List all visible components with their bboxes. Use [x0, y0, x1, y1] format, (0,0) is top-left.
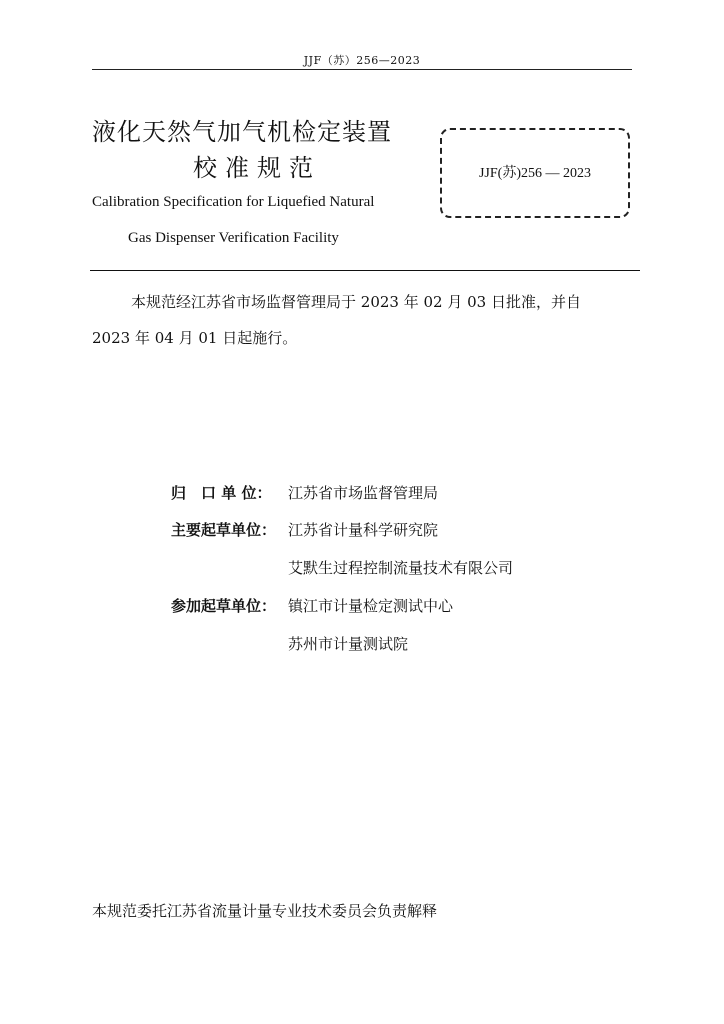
main-drafting-units-label: 主要起草单位：: [171, 521, 277, 539]
document-title-cn: 液化天然气加气机检定装置: [92, 118, 392, 146]
responsible-unit-value: 江苏省市场监督管理局: [288, 484, 439, 502]
interpretation-note: 本规范委托江苏省流量计量专业技术委员会负责解释: [92, 902, 438, 920]
approval-statement-line1: 本规范经江苏省市场监督管理局于 2023 年 02 月 03 日批准，并自: [131, 293, 581, 311]
responsible-unit-label: 归 口 单 位：: [171, 484, 272, 502]
header-standard-code: JJF（苏）256—2023: [303, 54, 421, 67]
approval-statement-line2: 2023 年 04 月 01 日起施行。: [92, 329, 298, 347]
title-divider: [90, 270, 640, 271]
participating-unit: 镇江市计量检定测试中心: [288, 597, 454, 615]
document-title-en-line1: Calibration Specification for Liquefied Natural: [92, 194, 375, 210]
standard-code-text: JJF(苏)256 — 2023: [478, 166, 591, 181]
participating-units-label: 参加起草单位：: [171, 597, 277, 615]
header-divider: [92, 69, 632, 70]
standard-code-box: [440, 128, 630, 218]
main-drafting-unit: 江苏省计量科学研究院: [288, 521, 439, 539]
main-drafting-unit: 艾默生过程控制流量技术有限公司: [288, 559, 514, 577]
participating-unit: 苏州市计量测试院: [288, 635, 409, 653]
document-subtitle-cn: 校准规范: [193, 154, 321, 182]
document-title-en-line2: Gas Dispenser Verification Facility: [128, 230, 339, 246]
